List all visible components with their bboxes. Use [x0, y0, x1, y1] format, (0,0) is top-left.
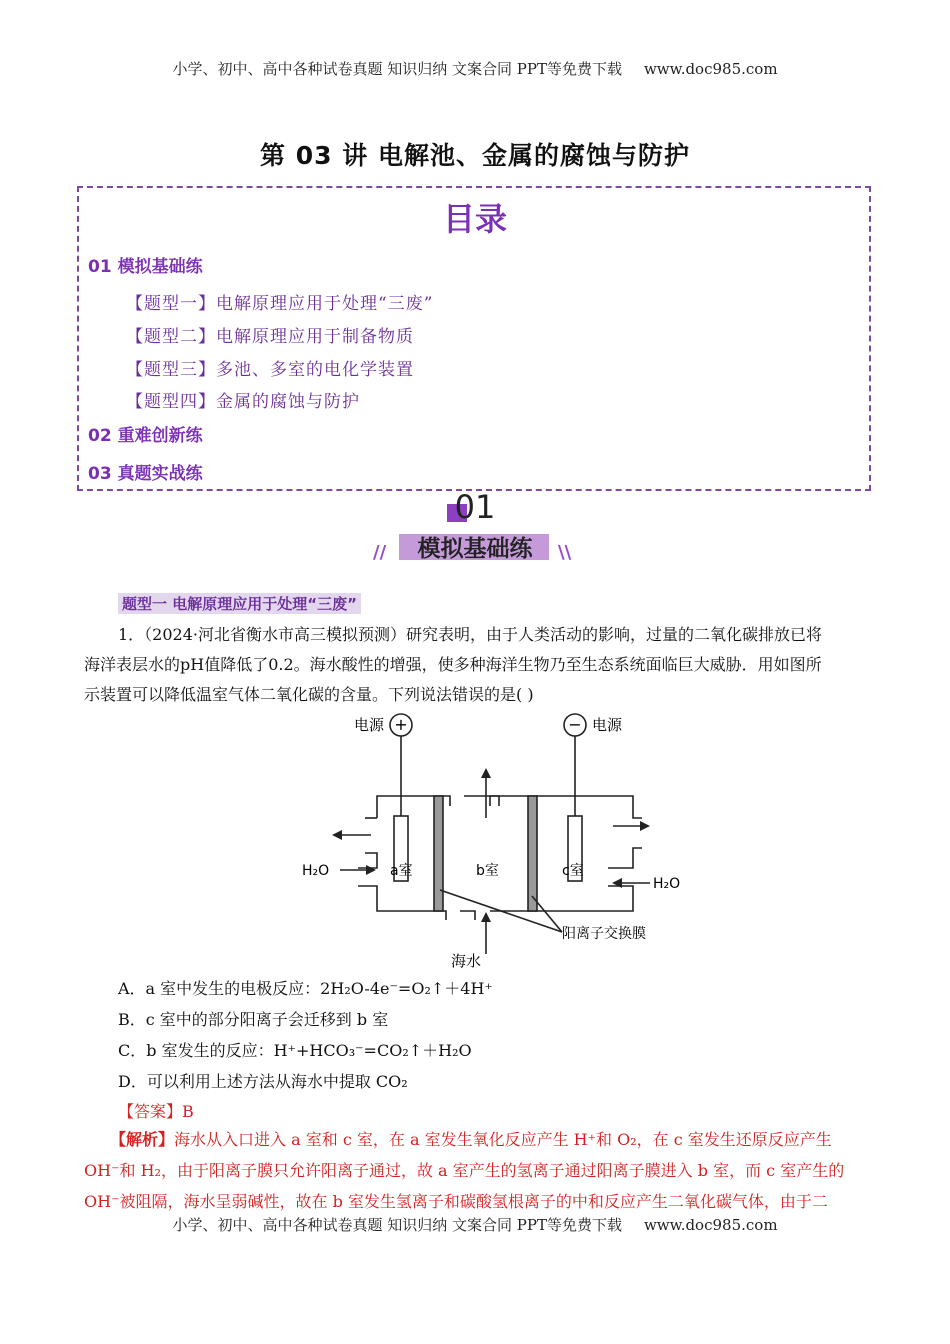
toc-type-1[interactable]: 【题型一】电解原理应用于处理“三废” — [126, 294, 434, 314]
analysis-line-3: OH⁻被阻隔，海水呈弱碱性，故在 b 室发生氢离子和碳酸氢根离子的中和反应产生二氧化碳气体，由于二 — [84, 1192, 828, 1211]
banner-label: 模拟基础练 — [417, 536, 533, 562]
membrane-left — [434, 796, 443, 911]
header-url[interactable]: www.doc985.com — [643, 60, 778, 78]
answer-value: B — [182, 1102, 194, 1121]
plus-sign: + — [394, 715, 408, 734]
seawater-label: 海水 — [451, 952, 482, 970]
option-d[interactable]: D．可以利用上述方法从海水中提取 CO₂ — [118, 1072, 408, 1091]
electrolysis-diagram — [300, 708, 700, 970]
power-right-label: 电源 — [592, 716, 623, 734]
page-header — [0, 58, 950, 79]
toc-section-2[interactable]: 02 重难创新练 — [88, 426, 203, 446]
option-a[interactable]: A．a 室中发生的电极反应：2H₂O-4e⁻=O₂↑＋4H⁺ — [118, 979, 493, 998]
type-tag: 题型一 电解原理应用于处理“三废” — [118, 593, 361, 614]
header-text: 小学、初中、高中各种试卷真题 知识归纳 文案合同 PPT等免费下载 — [172, 60, 622, 78]
water-left-label: H₂O — [302, 863, 330, 879]
water-right-label: H₂O — [653, 876, 681, 892]
banner-left-slash-icon: // — [373, 542, 387, 563]
toc-heading: 目录 — [442, 200, 507, 238]
question-line-1: 1．（2024·河北省衡水市高三模拟预测）研究表明，由于人类活动的影响，过量的二氧化碳排放已将 — [118, 625, 822, 644]
question-line-3: 示装置可以降低温室气体二氧化碳的含量。下列说法错误的是( ) — [84, 685, 534, 704]
toc-type-3[interactable]: 【题型三】多池、多室的电化学装置 — [126, 360, 414, 380]
option-c[interactable]: C．b 室发生的反应：H⁺+HCO₃⁻=CO₂↑＋H₂O — [118, 1041, 472, 1060]
banner-right-slash-icon: \\ — [558, 542, 572, 563]
toc-section-1[interactable]: 01 模拟基础练 — [88, 257, 203, 277]
membrane-right — [528, 796, 537, 911]
analysis-text-1: 海水从入口进入 a 室和 c 室，在 a 室发生氧化反应产生 H⁺和 O₂，在 c 室发生还原反应产生 — [174, 1130, 832, 1149]
power-left-label: 电源 — [354, 716, 385, 734]
page-title: 第 03 讲 电解池、金属的腐蚀与防护 — [260, 141, 690, 170]
page-footer — [0, 1214, 950, 1235]
footer-url[interactable]: www.doc985.com — [643, 1216, 778, 1234]
option-b[interactable]: B．c 室中的部分阳离子会迁移到 b 室 — [118, 1010, 389, 1029]
question-line-2: 海洋表层水的pH值降低了0.2。海水酸性的增强，使多种海洋生物乃至生态系统面临巨大威胁．用如图所 — [84, 655, 822, 674]
toc-type-2[interactable]: 【题型二】电解原理应用于制备物质 — [126, 327, 414, 347]
minus-sign: − — [568, 715, 582, 734]
banner-number: 01 — [454, 488, 496, 526]
answer-line — [118, 1099, 194, 1122]
membrane-label: 阳离子交换膜 — [562, 926, 646, 942]
answer-label: 【答案】 — [118, 1102, 183, 1121]
toc-type-4[interactable]: 【题型四】金属的腐蚀与防护 — [126, 392, 360, 412]
analysis-line-2: OH⁻和 H₂，由于阳离子膜只允许阳离子通过，故 a 室产生的氢离子通过阳离子膜进入 b 室，而 c 室产生的 — [84, 1161, 845, 1180]
room-c-label: c室 — [562, 863, 584, 879]
analysis-line-1 — [110, 1125, 870, 1155]
room-a-label: a室 — [390, 863, 413, 879]
footer-text: 小学、初中、高中各种试卷真题 知识归纳 文案合同 PPT等免费下载 — [172, 1216, 622, 1234]
room-b-label: b室 — [476, 863, 499, 879]
toc-section-3[interactable]: 03 真题实战练 — [88, 464, 203, 484]
analysis-label: 【解析】 — [110, 1130, 175, 1149]
